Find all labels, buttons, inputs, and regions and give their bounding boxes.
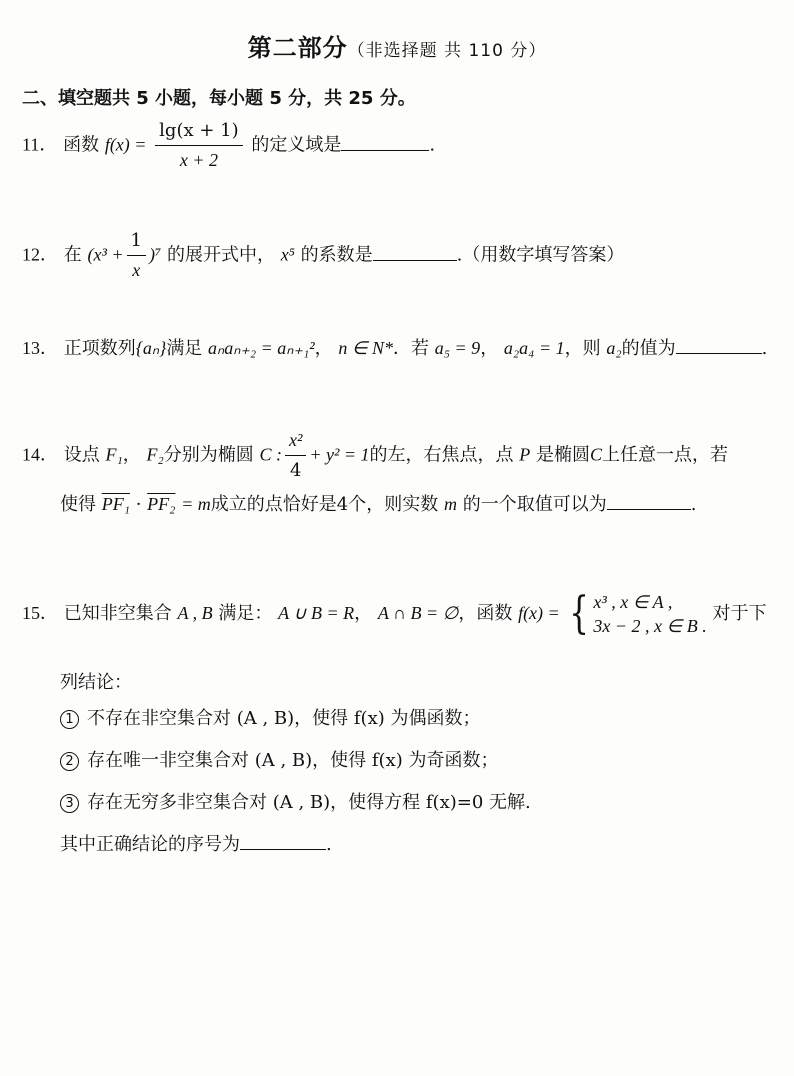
q11-end: . bbox=[429, 134, 436, 156]
q14-numerator: x² bbox=[285, 428, 306, 456]
q11-fx: f(x) = bbox=[104, 134, 147, 155]
q12-denominator: x bbox=[132, 260, 141, 281]
question-11 bbox=[22, 118, 435, 173]
q11-denominator: x + 2 bbox=[179, 150, 218, 171]
q15-item-1-text: 不存在非空集合对 (A , B)，使得 f(x) 为偶函数； bbox=[87, 708, 481, 729]
q15-case2: 3x − 2 , x ∈ B . bbox=[593, 616, 707, 636]
q13-a5: a₅ = 9 bbox=[434, 338, 481, 358]
q15-last: 其中正确结论的序号为 bbox=[60, 834, 240, 855]
q14-vector-pf2: PF₂ bbox=[147, 494, 176, 514]
section-header: 二、填空题共 5 小题，每小题 5 分，共 25 分。 bbox=[22, 88, 416, 109]
q14-line1e: 是椭圆 bbox=[536, 444, 591, 466]
q12-pre: 在 bbox=[63, 244, 82, 266]
q14-line2a: 使得 bbox=[60, 494, 96, 515]
q15-line1d: ，函数 bbox=[458, 603, 513, 624]
q11-fraction bbox=[155, 118, 242, 173]
q11-post: 的定义域是 bbox=[251, 134, 342, 156]
q12-post2: 的系数是 bbox=[300, 244, 373, 266]
q14-answer-blank[interactable] bbox=[607, 493, 691, 510]
q15-ab: A , B bbox=[177, 603, 213, 623]
q15-answer-blank[interactable] bbox=[240, 833, 326, 850]
q14-c2: C bbox=[590, 444, 603, 465]
q15-line2: 列结论： bbox=[60, 672, 132, 693]
q15-case1: x³ , x ∈ A , bbox=[593, 592, 673, 612]
q12-number: 12． bbox=[22, 244, 58, 265]
q14-line1a: 设点 bbox=[63, 444, 100, 466]
q14-f2: F₂ bbox=[146, 444, 164, 465]
title-sub: （非选择题 共 110 分） bbox=[347, 41, 547, 61]
q14-number: 14． bbox=[22, 444, 58, 465]
q14-equation: + y² = 1 bbox=[309, 444, 370, 465]
q11-answer-blank[interactable] bbox=[341, 134, 429, 151]
q14-line2b: 成立的点恰好是4个，则实数 bbox=[210, 494, 439, 515]
q14-fraction bbox=[285, 428, 306, 483]
question-13 bbox=[22, 336, 767, 361]
q15-number: 15． bbox=[22, 603, 58, 623]
q13-relation: aₙaₙ₊₂ = aₙ₊₁² bbox=[208, 338, 315, 358]
q12-answer-blank[interactable] bbox=[373, 244, 457, 261]
q15-cases bbox=[593, 590, 706, 638]
q13-text4: ．若 bbox=[393, 338, 430, 359]
q15-intersection: A ∩ B = ∅ bbox=[377, 603, 459, 623]
title-main: 第二部分 bbox=[247, 34, 348, 62]
question-15-line1 bbox=[22, 590, 766, 638]
q14-c: C : bbox=[259, 444, 282, 465]
q14-m: m bbox=[443, 494, 457, 514]
q12-fraction bbox=[127, 228, 146, 283]
q15-end: . bbox=[326, 834, 332, 855]
q15-item-1 bbox=[60, 706, 480, 731]
q13-text2: 满足 bbox=[166, 338, 203, 359]
q15-line1a: 已知非空集合 bbox=[63, 603, 172, 624]
q13-text5: ， bbox=[480, 338, 499, 359]
circled-number-icon: 1 bbox=[60, 710, 79, 729]
q14-dot: · bbox=[129, 494, 148, 515]
circled-number-icon: 2 bbox=[60, 752, 79, 771]
brace-icon: { bbox=[569, 588, 590, 639]
q13-number: 13． bbox=[22, 338, 58, 358]
q15-item-2-text: 存在唯一非空集合对 (A , B)，使得 f(x) 为奇函数； bbox=[87, 750, 499, 771]
q15-fx: f(x) = bbox=[518, 603, 560, 623]
q14-f1: F₁ bbox=[105, 444, 123, 465]
q14-vector-pf1: PF₁ bbox=[101, 494, 130, 514]
q11-numerator: lg(x + 1) bbox=[155, 118, 242, 146]
q13-text3: ， bbox=[314, 338, 333, 359]
q14-line1b: ， bbox=[122, 444, 141, 466]
circled-number-icon: 3 bbox=[60, 794, 79, 813]
q15-line1e: 对于下 bbox=[712, 603, 767, 624]
q13-text6: ，则 bbox=[564, 338, 601, 359]
q12-expr-b: )⁷ bbox=[148, 244, 162, 265]
q12-end: .（用数字填写答案） bbox=[456, 244, 625, 266]
question-14-line2 bbox=[60, 492, 696, 517]
q13-a2a4: a₂a₄ = 1 bbox=[503, 338, 565, 358]
q14-line1c: 分别为椭圆 bbox=[163, 444, 254, 466]
page-title bbox=[0, 28, 794, 63]
q13-end: . bbox=[761, 338, 768, 359]
q14-line2c: 的一个取值可以为 bbox=[462, 494, 607, 515]
q15-last-line bbox=[60, 832, 332, 857]
q12-term: x⁵ bbox=[280, 244, 295, 265]
q14-end: . bbox=[690, 494, 697, 515]
question-12 bbox=[22, 228, 624, 283]
q11-pre: 函数 bbox=[63, 134, 100, 156]
q15-item-3-text: 存在无穷多非空集合对 (A , B)，使得方程 f(x)=0 无解. bbox=[87, 792, 531, 813]
q14-eq-m: = m bbox=[181, 494, 211, 514]
q15-union: A ∪ B = R bbox=[278, 603, 355, 623]
q13-condition: n ∈ N* bbox=[338, 338, 394, 358]
q13-text1: 正项数列 bbox=[63, 338, 136, 359]
q15-line1b: 满足： bbox=[218, 603, 273, 624]
q11-number: 11． bbox=[22, 134, 58, 155]
q14-line1f: 上任意一点，若 bbox=[602, 444, 729, 466]
q13-seq: {aₙ} bbox=[135, 338, 167, 358]
q15-item-3 bbox=[60, 790, 531, 815]
q14-p: P bbox=[519, 444, 531, 465]
q13-text7: 的值为 bbox=[621, 338, 676, 359]
q13-a2: a₂ bbox=[606, 338, 622, 358]
q12-numerator: 1 bbox=[127, 228, 146, 256]
q14-line1d: 的左，右焦点，点 bbox=[369, 444, 514, 466]
q12-expr-a: (x³ + bbox=[87, 244, 124, 265]
question-14-line1 bbox=[22, 428, 728, 483]
q13-answer-blank[interactable] bbox=[676, 337, 762, 354]
q14-denominator: 4 bbox=[289, 460, 302, 482]
q15-line1c: ， bbox=[354, 603, 373, 624]
q15-item-2 bbox=[60, 748, 498, 773]
q12-post: 的展开式中， bbox=[166, 244, 275, 266]
